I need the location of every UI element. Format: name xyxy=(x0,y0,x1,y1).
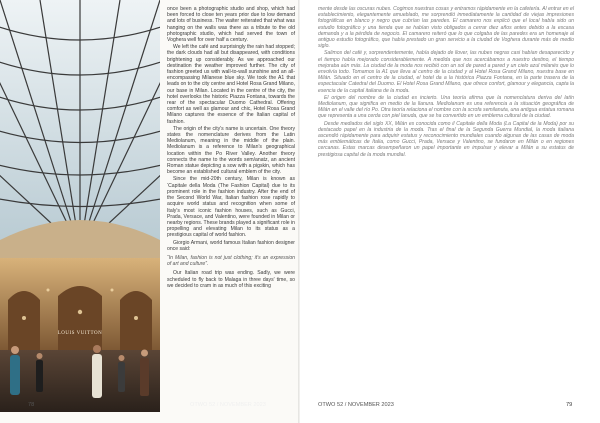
magazine-issue-left: OTWO 52 / NOVEMBER 2023 xyxy=(190,402,266,408)
paragraph: once been a photographic studio and shop, which had been forced to close ten years prior due to low demand and lots of business. The waiter reiterated that what was hanging on the walls was there as a tribute to the old photographic studio, which had served the town of Voghera well for over half a century. xyxy=(167,6,295,44)
mosaic-floor xyxy=(0,350,160,412)
paragraph: Since the mid-20th century, Milan is known as ‘Capitale della Moda (The Fashion Capital) due to its prominent role in the fashion industry. After the end of the Second World War, Italian fashion rose rapidly to acquire world status and recognition when some of Italy's most iconic fashion houses, such as Gucci, Prada, Versace, and Valentino, were founded in Milan or nearby regions. These brands played a significant role in propelling and elevating Milan to its status as a prestigious capital of world fashion. xyxy=(167,176,295,239)
galleria-illustration xyxy=(0,0,160,412)
page-number-right: 79 xyxy=(566,402,573,408)
right-page xyxy=(300,0,600,423)
armani-quote: “In Milan, fashion is not just clothing; it's an expression of art and culture”. xyxy=(167,254,295,268)
magazine-issue-right: OTWO 52 / NOVEMBER 2023 xyxy=(318,402,394,408)
paragraph: Salimos del café y, sorprendentemente, había dejado de llover, las nubes negras casi habían desaparecido y el tiempo había mejorado considerablemente. A medida que nos acercábamos a nuestro destino, el tiempo mejoraba aún más. La ciudad de la moda nos recibió con un sol de pared a pared y un cielo azul milanés que lo envolvía todo. Tomamos la A1 que lleva al centro de la ciudad y al Hotel Rosa Grand Milano, nuestra base en Milán. Situado en el centro de la ciudad, el hotel da a la histórica Piazza Fontana, en la parte trasera de la espectacular Catedral del Duomo. El Hotel Rosa Grand Milano, que ofrece confort, glamour y elegancia, capta la esencia de la capital italiana de la moda. xyxy=(318,50,574,94)
paragraph: Our Italian road trip was ending. Sadly, we were scheduled to fly back to Malaga in three days' time, so we decided to cram in as much of this exciting xyxy=(167,270,295,289)
paragraph: Desde mediados del siglo XX, Milán es conocida como il Capitale della Moda (La Capital de la Moda) por su destacado papel en la industria de la moda. Tras el final de la Segunda Guerra Mundial, la moda italiana ascendió rápidamente para adquirir estatus y reconocimiento mundiales cuando algunas de las casas de moda más emblemáticas de Italia, como Gucci, Prada, Versace y Valentino, se fundaron en Milán o en regiones cercanas. Estas marcas desempeñaron un papel importante en impulsar y elevar a Milán a su estatus de prestigiosa capital de la moda mundial. xyxy=(318,120,574,158)
galleria-photo xyxy=(0,0,160,412)
paragraph: El origen del nombre de la ciudad es incierto. Una teoría afirma que la nomenclatura deriva del latín Mediolanum, que significa en medio de la llanura. Mediolanum es una referencia a la situación geográfica de Milán en el valle del río Po. Otra teoría relaciona el nombre con la scrofa semilanuta, una antigua estatua romana que representa a una cerda con piel lanuda, que se ha convertido en un emblema cultural de la ciudad. xyxy=(318,94,574,120)
paragraph: We left the café and surprisingly the rain had stopped; the dark clouds had all but disappeared, with conditions brightening up considerably. As we approached our destination the weather improved further. The city of fashion greeted us with wall-to-wall sunshine and an all-encompassing Milanese blue sky. We took the A1 that leads on to the city centre and Hotel Rosa Grand Milano, our base in Milan. Located in the centre of the city, the hotel overlooks the historic Piazza Fontana, towards the rear of the spectacular Duomo Cathedral. Offering comfort as well as glamour and chic, Hotel Rosa Grand Milano captures the essence of the Italian capital of fashion. xyxy=(167,44,295,125)
shop-sign: LOUIS VUITTON xyxy=(57,331,103,336)
english-column xyxy=(167,6,295,290)
arcade-arches xyxy=(8,286,152,350)
paragraph: The origin of the city's name is uncertain. One theory states the nomenclature derives from the Latin Mediolanum, meaning in the middle of the plain. Mediolanum is a reference to Milan's geographical location within the Po River Valley. Another theory connects the name to the words sem/anatz, an ancient Roman statue depicting a sow with a pigskin, which has become an established cultural emblem of the city. xyxy=(167,125,295,176)
page-number-left: 78 xyxy=(28,402,35,408)
spanish-column xyxy=(318,6,574,159)
paragraph: mente desde las oscuras nubes. Cogimos nuestras cosas y entramos rápidamente en la cafetería. Al entrar en el establecimiento, elegantemente amueblado, me sorprendió inmediatamente la cantidad de viejas impresiones fotográficas en blanco y negro que cubrían las paredes. El camarero nos explicó que el local había sido un estudio fotográfico y una tienda que se habían visto obligados a cerrar diez años antes debido a la escasa demanda y a la pérdida de negocio. El camarero reiteró que lo que colgaba de las paredes era un homenaje al antiguo estudio fotográfico, que había prestado un gran servicio a la ciudad de Voghera durante más de medio siglo. xyxy=(318,6,574,50)
paragraph: Giorgio Armani, world famous Italian fashion designer once said: xyxy=(167,239,295,252)
